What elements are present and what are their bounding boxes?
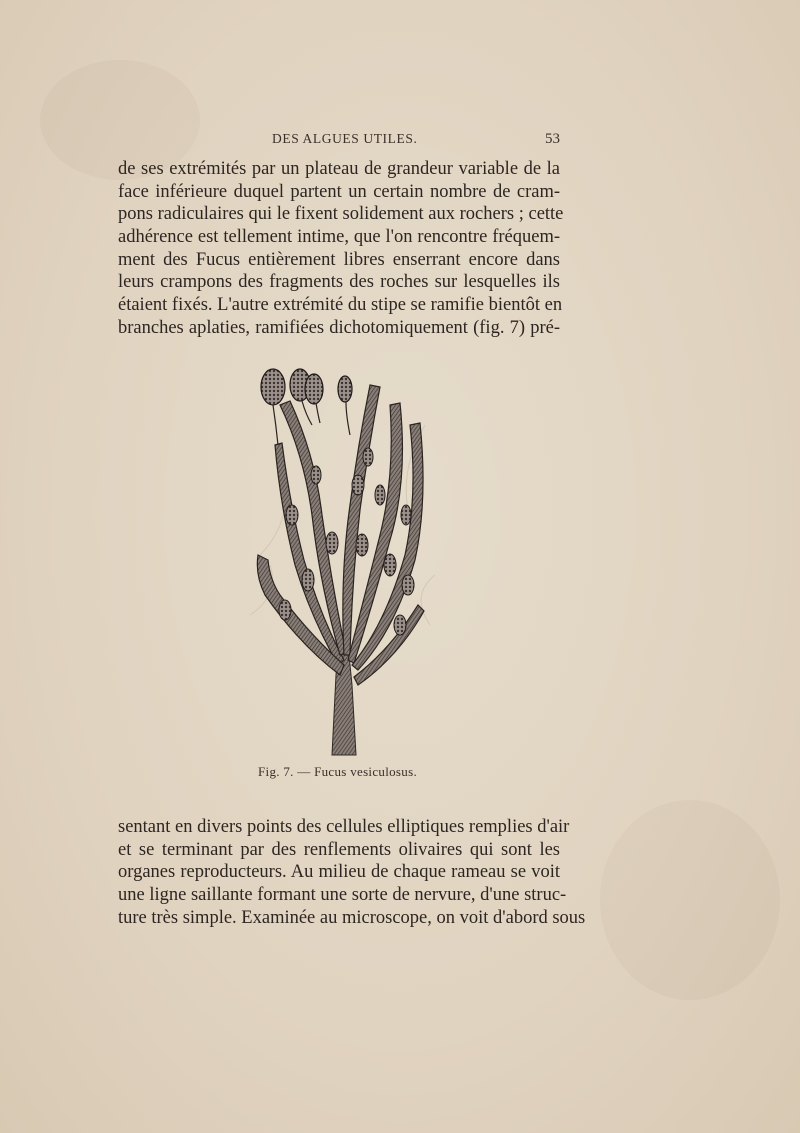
text-line: une ligne saillante formant une sorte de nervure, d'une struc-	[118, 885, 567, 906]
fucus-illustration-icon	[240, 365, 440, 760]
page-number: 53	[545, 131, 560, 147]
text-line: adhérence est tellement intime, que l'on rencontre fréquem-	[118, 227, 560, 248]
text-line: de ses extrémités par un plateau de grandeur variable de la	[118, 159, 560, 179]
text-line: ment des Fucus entièrement libres enserrant encore dans	[118, 249, 560, 270]
paper-stain	[600, 800, 780, 1000]
figure-caption: Fig. 7. — Fucus vesiculosus.	[258, 764, 417, 779]
text-line: branches aplaties, ramifiées dichotomiquement (fig. 7) pré-	[118, 317, 560, 338]
running-head: DES ALGUES UTILES.	[272, 131, 418, 146]
text-line: sentant en divers points des cellules elliptiques remplies d'air	[118, 817, 570, 837]
text-line: et se terminant par des renflements olivaires qui sont les	[118, 839, 560, 860]
fucus-engraving	[240, 365, 440, 760]
text-line: leurs crampons des fragments des roches sur lesquelles ils	[118, 272, 560, 293]
text-line: ture très simple. Examinée au microscope, on voit d'abord sous	[118, 907, 586, 928]
text-line: organes reproducteurs. Au milieu de chaque rameau se voit	[118, 862, 560, 883]
text-line: pons radiculaires qui le fixent solidement aux rochers ; cette	[118, 204, 564, 225]
text-line: étaient fixés. L'autre extrémité du stipe se ramifie bientôt en	[118, 295, 563, 316]
text-line: face inférieure duquel partent un certain nombre de cram-	[118, 181, 560, 202]
paragraph-top	[118, 158, 564, 340]
paragraph-bottom	[118, 816, 586, 929]
page-header	[118, 131, 560, 153]
